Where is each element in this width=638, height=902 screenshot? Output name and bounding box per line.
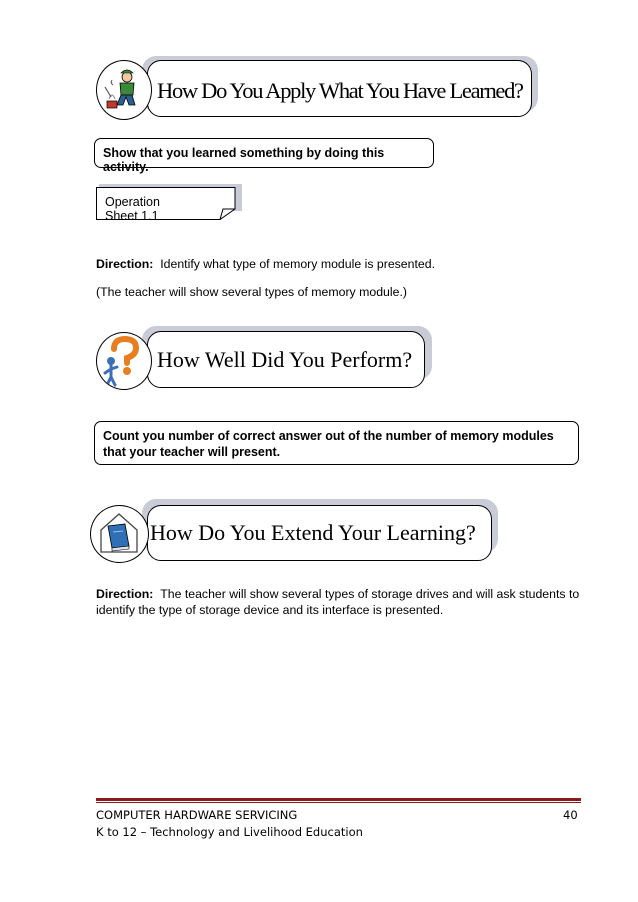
footer-program: K to 12 – Technology and Livelihood Education — [96, 825, 363, 839]
direction-label: Direction: — [96, 257, 154, 271]
worker-with-tools-icon — [97, 61, 151, 119]
section1-direction — [96, 256, 576, 272]
section1-title: How Do You Apply What You Have Learned? — [157, 78, 523, 103]
section3-icon-circle — [90, 505, 149, 563]
book-in-house-icon — [91, 506, 148, 562]
footer-rule — [96, 798, 581, 801]
section2-title: How Well Did You Perform? — [157, 347, 413, 372]
footer-rule-thin — [96, 802, 581, 803]
section1-instruction: Show that you learned something by doing this activity. — [94, 138, 434, 168]
section2-icon-circle — [96, 332, 152, 390]
footer-page-number: 40 — [563, 808, 578, 822]
section1-note: (The teacher will show several types of memory module.) — [96, 285, 407, 299]
operation-sheet-label: Operation Sheet 1.1 — [105, 195, 160, 223]
direction-text: The teacher will show several types of storage drives and will ask students to identify the type of storage device and its interface is presented. — [96, 587, 580, 617]
section3-title: How Do You Extend Your Learning? — [150, 520, 476, 545]
section3-direction — [96, 586, 581, 618]
footer-course: COMPUTER HARDWARE SERVICING — [96, 808, 298, 822]
direction-label: Direction: — [96, 587, 154, 601]
section1-icon-circle — [96, 60, 152, 120]
direction-text: Identify what type of memory module is presented. — [160, 257, 435, 271]
section2-instruction: Count you number of correct answer out of the number of memory modules that your teacher will present. — [94, 421, 579, 465]
question-mark-figure-icon — [97, 333, 151, 389]
